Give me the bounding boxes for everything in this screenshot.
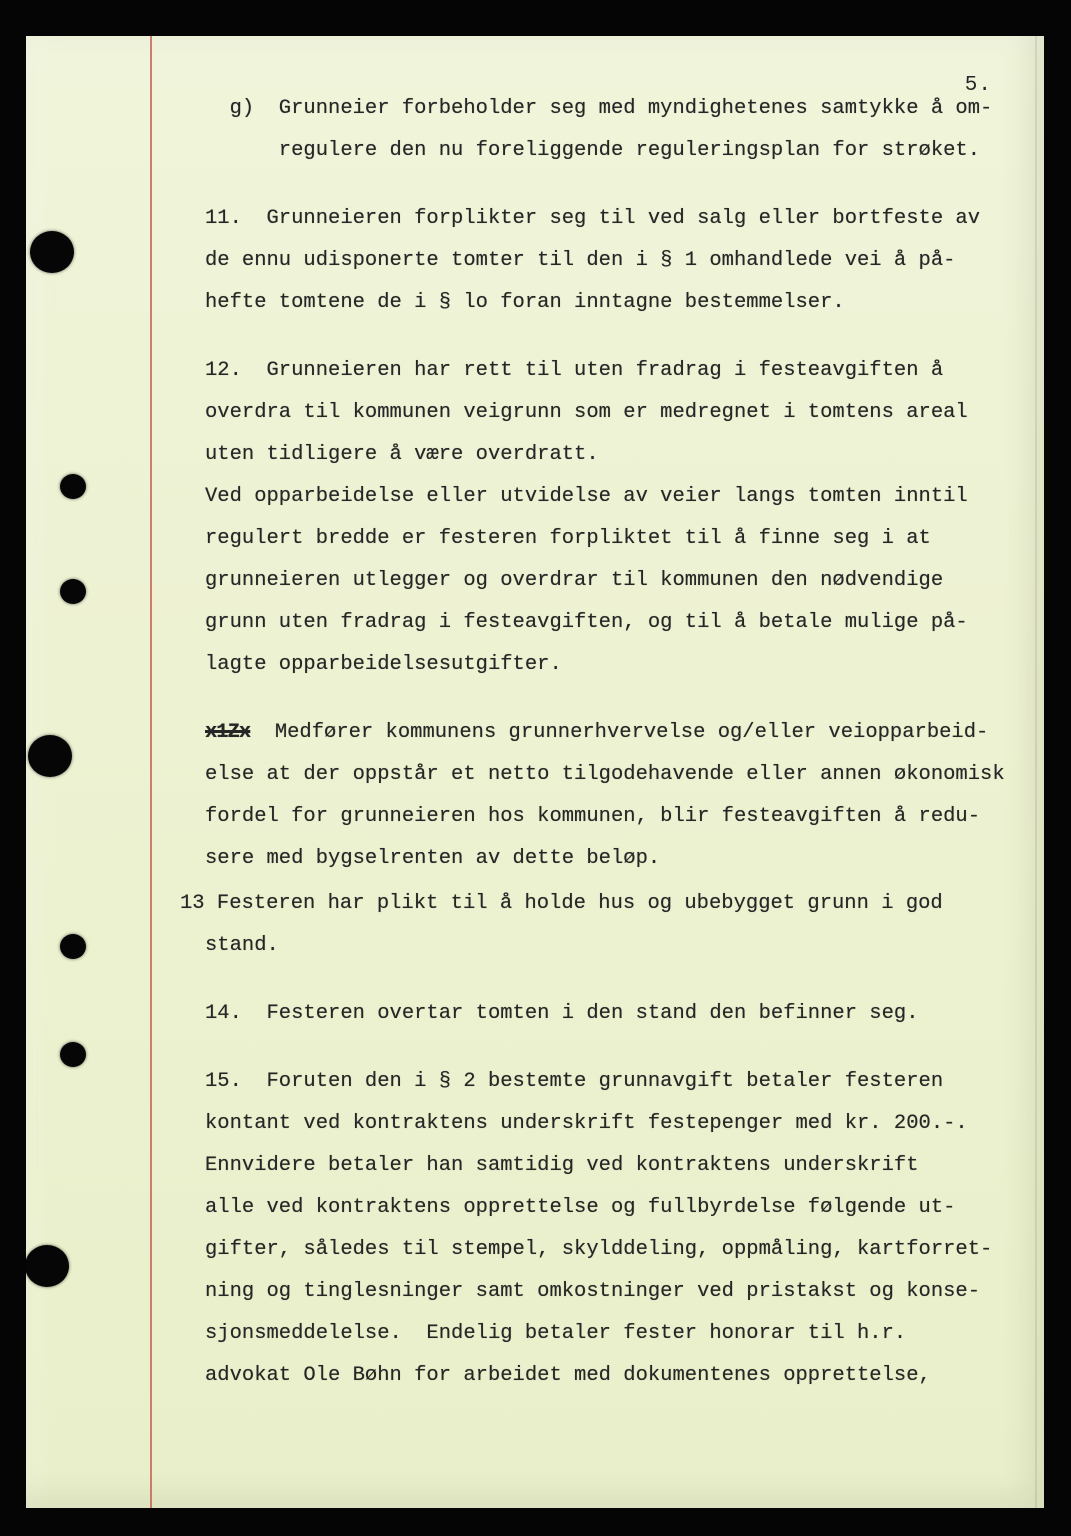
paragraph	[205, 712, 1035, 880]
text-line: alle ved kontraktens opprettelse og fullbyrdelse følgende ut-	[205, 1196, 956, 1219]
text-line: ning og tinglesninger samt omkostninger ved pristakst og konse-	[205, 1280, 981, 1303]
paragraph	[205, 993, 1035, 1035]
red-margin-line	[150, 36, 152, 1508]
paragraph	[205, 88, 1035, 172]
paragraph	[180, 883, 1035, 967]
hole-punch	[60, 934, 86, 959]
document-page	[26, 36, 1044, 1508]
document-body	[180, 88, 1035, 1397]
text-line: Ennvidere betaler han samtidig ved kontraktens underskrift	[205, 1154, 919, 1177]
hole-punch	[30, 231, 74, 273]
text-line: sere med bygselrenten av dette beløp.	[205, 847, 661, 870]
hole-punch	[60, 579, 86, 604]
text-line: sjonsmeddelelse. Endelig betaler fester honorar til h.r.	[205, 1322, 907, 1345]
page-number: 5.	[964, 74, 992, 97]
paragraph	[205, 350, 1035, 686]
hole-punch	[60, 474, 86, 499]
text-line: stand.	[205, 934, 279, 957]
text-line: kontant ved kontraktens underskrift festepenger med kr. 200.-.	[205, 1112, 968, 1135]
paragraph	[205, 1061, 1035, 1397]
text-line: fordel for grunneieren hos kommunen, blir festeavgiften å redu-	[205, 805, 981, 828]
text-line: lagte opparbeidelsesutgifter.	[205, 653, 562, 676]
text-line: de ennu udisponerte tomter til den i § 1 omhandlede vei å på-	[205, 249, 956, 272]
text-line: hefte tomtene de i § lo foran inntagne bestemmelser.	[205, 291, 845, 314]
text-line: gifter, således til stempel, skylddeling, oppmåling, kartforret-	[205, 1238, 993, 1261]
text-line: uten tidligere å være overdratt.	[205, 443, 599, 466]
text-line: regulert bredde er festeren forpliktet til å finne seg i at	[205, 527, 931, 550]
text-line	[205, 712, 1035, 754]
struck-number: x1Zx	[205, 721, 251, 744]
text-line: g) Grunneier forbeholder seg med myndighetenes samtykke å om-	[205, 97, 993, 120]
text-line: 11. Grunneieren forplikter seg til ved salg eller bortfeste av	[205, 207, 981, 230]
text-line: grunneieren utlegger og overdrar til kommunen den nødvendige	[205, 569, 944, 592]
text-line: overdra til kommunen veigrunn som er medregnet i tomtens areal	[205, 401, 968, 424]
text-line: grunn uten fradrag i festeavgiften, og til å betale mulige på-	[205, 611, 968, 634]
text-line: Ved opparbeidelse eller utvidelse av veier langs tomten inntil	[205, 485, 968, 508]
paragraph	[205, 198, 1035, 324]
hole-punch	[60, 1042, 86, 1067]
text-line: advokat Ole Bøhn for arbeidet med dokumentenes opprettelse,	[205, 1364, 931, 1387]
text-line: else at der oppstår et netto tilgodehavende eller annen økonomisk	[205, 763, 1005, 786]
text-line: 13 Festeren har plikt til å holde hus og ubebygget grunn i god	[180, 892, 943, 915]
text-line: 14. Festeren overtar tomten i den stand den befinner seg.	[205, 1002, 919, 1025]
text-line: 12. Grunneieren har rett til uten fradrag i festeavgiften å	[205, 359, 944, 382]
text-line: regulere den nu foreliggende reguleringsplan for strøket.	[205, 139, 981, 162]
hole-punch	[28, 735, 72, 777]
text-line: 15. Foruten den i § 2 bestemte grunnavgift betaler festeren	[205, 1070, 944, 1093]
hole-punch	[25, 1245, 69, 1287]
text-line-rest: Medfører kommunens grunnerhvervelse og/eller veiopparbeid-	[250, 721, 989, 744]
